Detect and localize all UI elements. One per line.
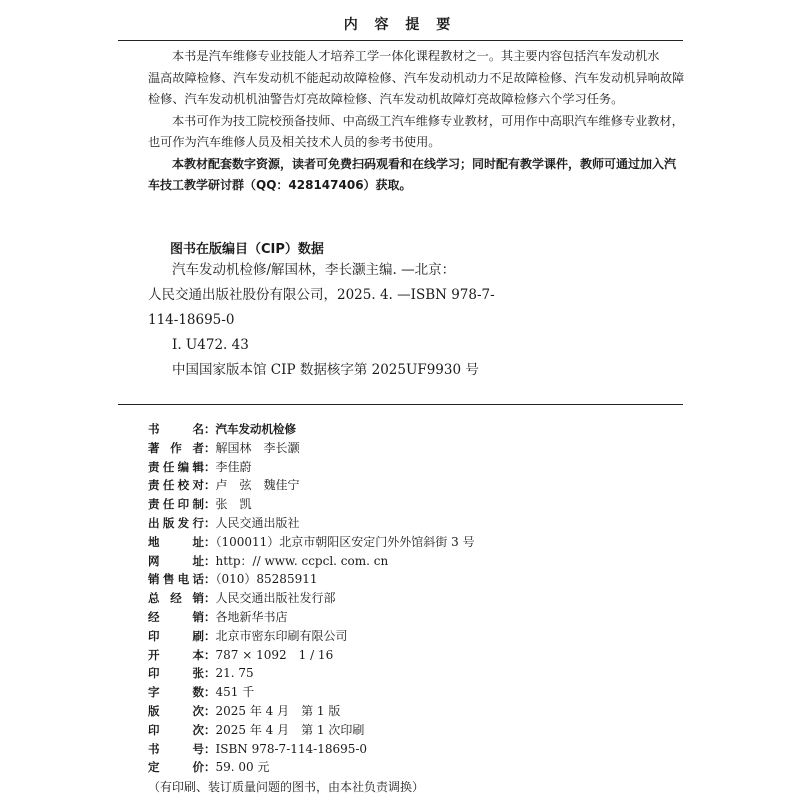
- colophon-row: [148, 664, 475, 683]
- colophon-separator: ：: [204, 497, 216, 512]
- colophon-row: [148, 495, 475, 514]
- colophon-label: 开本: [148, 647, 204, 662]
- colophon-label: 著作者: [148, 440, 204, 455]
- cip-line: 人民交通出版社股份有限公司，2025. 4. —ISBN 978-7-: [148, 287, 495, 303]
- colophon-value: http：// www. ccpcl. com. cn: [215, 553, 389, 568]
- colophon-label: 定价: [148, 760, 204, 775]
- colophon-value: （100011）北京市朝阳区安定门外外馆斜街 3 号: [215, 534, 475, 549]
- colophon-label: 网址: [148, 553, 204, 568]
- colophon-row: [148, 646, 475, 665]
- cip-line: Ⅰ. U472. 43: [172, 337, 249, 353]
- colophon-separator: ：: [204, 741, 216, 756]
- colophon-label: 总经销: [148, 591, 204, 606]
- summary-title: 内 容 提 要: [343, 17, 457, 33]
- colophon-separator: ：: [204, 459, 216, 474]
- colophon-row: [148, 458, 475, 477]
- colophon-separator: ：: [204, 760, 216, 775]
- colophon-row: [148, 683, 475, 702]
- summary-line: 本书可作为技工院校预备技师、中高级工汽车维修专业教材，可用作中高职汽车维修专业教材，: [172, 113, 684, 128]
- colophon-separator: ：: [204, 628, 216, 643]
- summary-line: 也可作为汽车维修人员及相关技术人员的参考书使用。: [148, 135, 441, 149]
- colophon-value: 2025 年 4 月 第 1 版: [215, 703, 341, 718]
- colophon-label: 印刷: [148, 628, 204, 643]
- colophon-label: 责任编辑: [148, 459, 204, 474]
- colophon-separator: ：: [204, 685, 216, 700]
- colophon-label: 版次: [148, 703, 204, 718]
- colophon-label: 销售电话: [148, 572, 204, 587]
- colophon-value: 各地新华书店: [215, 609, 288, 624]
- colophon-value: 2025 年 4 月 第 1 次印刷: [215, 722, 365, 737]
- colophon-label: 字数: [148, 685, 204, 700]
- summary-line: 本教材配套数字资源，读者可免费扫码观看和在线学习；同时配有教学课件，教师可通过加入汽: [172, 156, 677, 171]
- colophon-row: [148, 721, 475, 740]
- colophon-row: [148, 608, 475, 627]
- colophon-separator: ：: [204, 553, 216, 568]
- cip-line: 114-18695-0: [148, 312, 235, 328]
- summary-line: 温高故障检修、汽车发动机不能起动故障检修、汽车发动机动力不足故障检修、汽车发动机异响故障: [148, 70, 685, 85]
- colophon-label: 责任校对: [148, 478, 204, 493]
- colophon-label: 印张: [148, 666, 204, 681]
- cip-line: 中国国家版本馆 CIP 数据核字第 2025UF9930 号: [172, 362, 479, 378]
- colophon-list: [148, 420, 475, 777]
- colophon-value: 59. 00 元: [215, 760, 270, 775]
- colophon-separator: ：: [204, 440, 216, 455]
- colophon-separator: ：: [204, 534, 216, 549]
- summary-line: 车技工教学研讨群（QQ：428147406）获取。: [148, 178, 412, 192]
- colophon-separator: ：: [204, 572, 216, 587]
- colophon-row: [148, 702, 475, 721]
- colophon-row: [148, 740, 475, 759]
- colophon-label: 印次: [148, 722, 204, 737]
- colophon-value: 人民交通出版社发行部: [215, 591, 336, 606]
- colophon-row: [148, 758, 475, 777]
- colophon-separator: ：: [204, 647, 216, 662]
- colophon-separator: ：: [204, 666, 216, 681]
- colophon-label: 经销: [148, 609, 204, 624]
- colophon-value: 人民交通出版社: [215, 515, 300, 530]
- colophon-row: [148, 439, 475, 458]
- colophon-label: 地址: [148, 534, 204, 549]
- top-divider: [118, 40, 683, 41]
- cip-heading: 图书在版编目（CIP）数据: [170, 242, 324, 257]
- quality-footnote: （有印刷、装订质量问题的图书，由本社负责调换）: [148, 780, 425, 794]
- colophon-row: [148, 627, 475, 646]
- colophon-separator: ：: [204, 609, 216, 624]
- colophon-label: 书号: [148, 741, 204, 756]
- colophon-separator: ：: [204, 703, 216, 718]
- summary-line: 本书是汽车维修专业技能人才培养工学一体化课程教材之一。其主要内容包括汽车发动机水: [172, 49, 660, 63]
- colophon-value: 解国林 李长灏: [215, 440, 300, 455]
- cip-line: 汽车发动机检修/解国林，李长灏主编. —北京：: [172, 262, 456, 278]
- colophon-divider: [118, 404, 683, 405]
- colophon-row: [148, 514, 475, 533]
- colophon-separator: ：: [204, 478, 216, 493]
- colophon-value: 451 千: [215, 685, 255, 700]
- colophon-row: [148, 589, 475, 608]
- colophon-row: [148, 533, 475, 552]
- colophon-separator: ：: [204, 591, 216, 606]
- colophon-separator: ：: [204, 515, 216, 530]
- colophon-separator: ：: [204, 722, 216, 737]
- colophon-value: 李佳蔚: [215, 459, 252, 474]
- summary-line: 检修、汽车发动机机油警告灯亮故障检修、汽车发动机故障灯亮故障检修六个学习任务。: [148, 92, 624, 106]
- colophon-value: 787 × 1092 1 / 16: [215, 647, 334, 662]
- colophon-value: 卢 弦 魏佳宁: [215, 478, 300, 493]
- colophon-row: [148, 420, 475, 439]
- colophon-row: [148, 570, 475, 589]
- colophon-label: 书名: [148, 422, 204, 436]
- colophon-value: 北京市密东印刷有限公司: [215, 628, 348, 643]
- summary-body: [148, 46, 685, 197]
- cip-body: [148, 258, 495, 383]
- colophon-label: 出版发行: [148, 515, 204, 530]
- colophon-row: [148, 476, 475, 495]
- colophon-value: 21. 75: [215, 666, 254, 681]
- colophon-row: [148, 552, 475, 571]
- colophon-separator: ：: [204, 422, 216, 436]
- colophon-label: 责任印制: [148, 497, 204, 512]
- colophon-value: （010）85285911: [215, 572, 318, 587]
- colophon-value: 汽车发动机检修: [215, 422, 296, 436]
- colophon-value: 张 凯: [215, 497, 252, 512]
- colophon-value: ISBN 978-7-114-18695-0: [215, 741, 368, 756]
